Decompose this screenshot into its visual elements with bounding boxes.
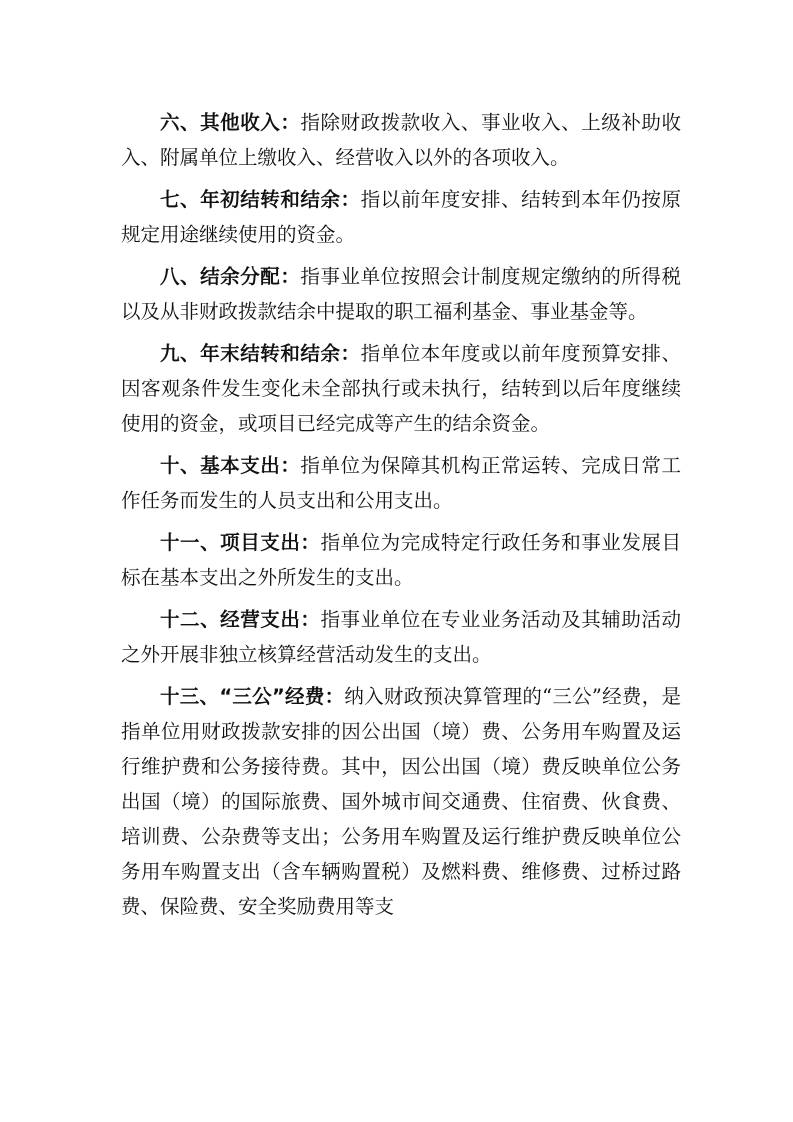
term-heading: 十一、项目支出： (160, 531, 321, 554)
term-definition: 指单位本年度或以前年度预算安排、因客观条件发生变化未全部执行或未执行，结转到以后年度继续使用的资金，或项目已经完成等产生的结余资金。 (121, 342, 681, 435)
term-definition: 指单位为保障其机构正常运转、完成日常工作任务而发生的人员支出和公用支出。 (121, 454, 681, 512)
term-heading: 六、其他收入： (160, 111, 301, 134)
paragraph-closing-carryover (121, 336, 681, 441)
term-heading: 八、结余分配： (160, 265, 301, 288)
term-definition: 指事业单位在专业业务活动及其辅助活动之外开展非独立核算经营活动发生的支出。 (121, 608, 681, 666)
term-heading: 十二、经营支出： (160, 608, 321, 631)
paragraph-surplus-distribution (121, 259, 681, 329)
paragraph-operating-expenditure (121, 602, 681, 672)
term-definition: 指以前年度安排、结转到本年仍按原规定用途继续使用的资金。 (121, 188, 681, 246)
term-definition: 指事业单位按照会计制度规定缴纳的所得税以及从非财政拨款结余中提取的职工福利基金、事业基金等。 (121, 265, 681, 323)
paragraph-three-public-expenses (121, 679, 681, 924)
paragraph-other-income (121, 105, 681, 175)
term-definition: 纳入财政预决算管理的“三公”经费，是指单位用财政拨款安排的因公出国（境）费、公务用车购置及运行维护费和公务接待费。其中，因公出国（境）费反映单位公务出国（境）的国际旅费、国外城市间交通费、住宿费、伙食费、培训费、公杂费等支出；公务用车购置及运行维护费反映单位公务用车购置支出（含车辆购置税）及燃料费、维修费、过桥过路费、保险费、安全奖励费用等支 (121, 685, 681, 918)
term-heading: 七、年初结转和结余： (160, 188, 361, 211)
term-heading: 九、年末结转和结余： (160, 342, 361, 365)
paragraph-opening-carryover (121, 182, 681, 252)
paragraph-basic-expenditure (121, 448, 681, 518)
term-definition: 指单位为完成特定行政任务和事业发展目标在基本支出之外所发生的支出。 (121, 531, 681, 589)
term-heading: 十、基本支出： (160, 454, 301, 477)
document-body (121, 105, 681, 931)
term-heading: 十三、“三公”经费： (160, 685, 345, 708)
paragraph-project-expenditure (121, 525, 681, 595)
term-definition: 指除财政拨款收入、事业收入、上级补助收入、附属单位上缴收入、经营收入以外的各项收入。 (121, 111, 681, 169)
